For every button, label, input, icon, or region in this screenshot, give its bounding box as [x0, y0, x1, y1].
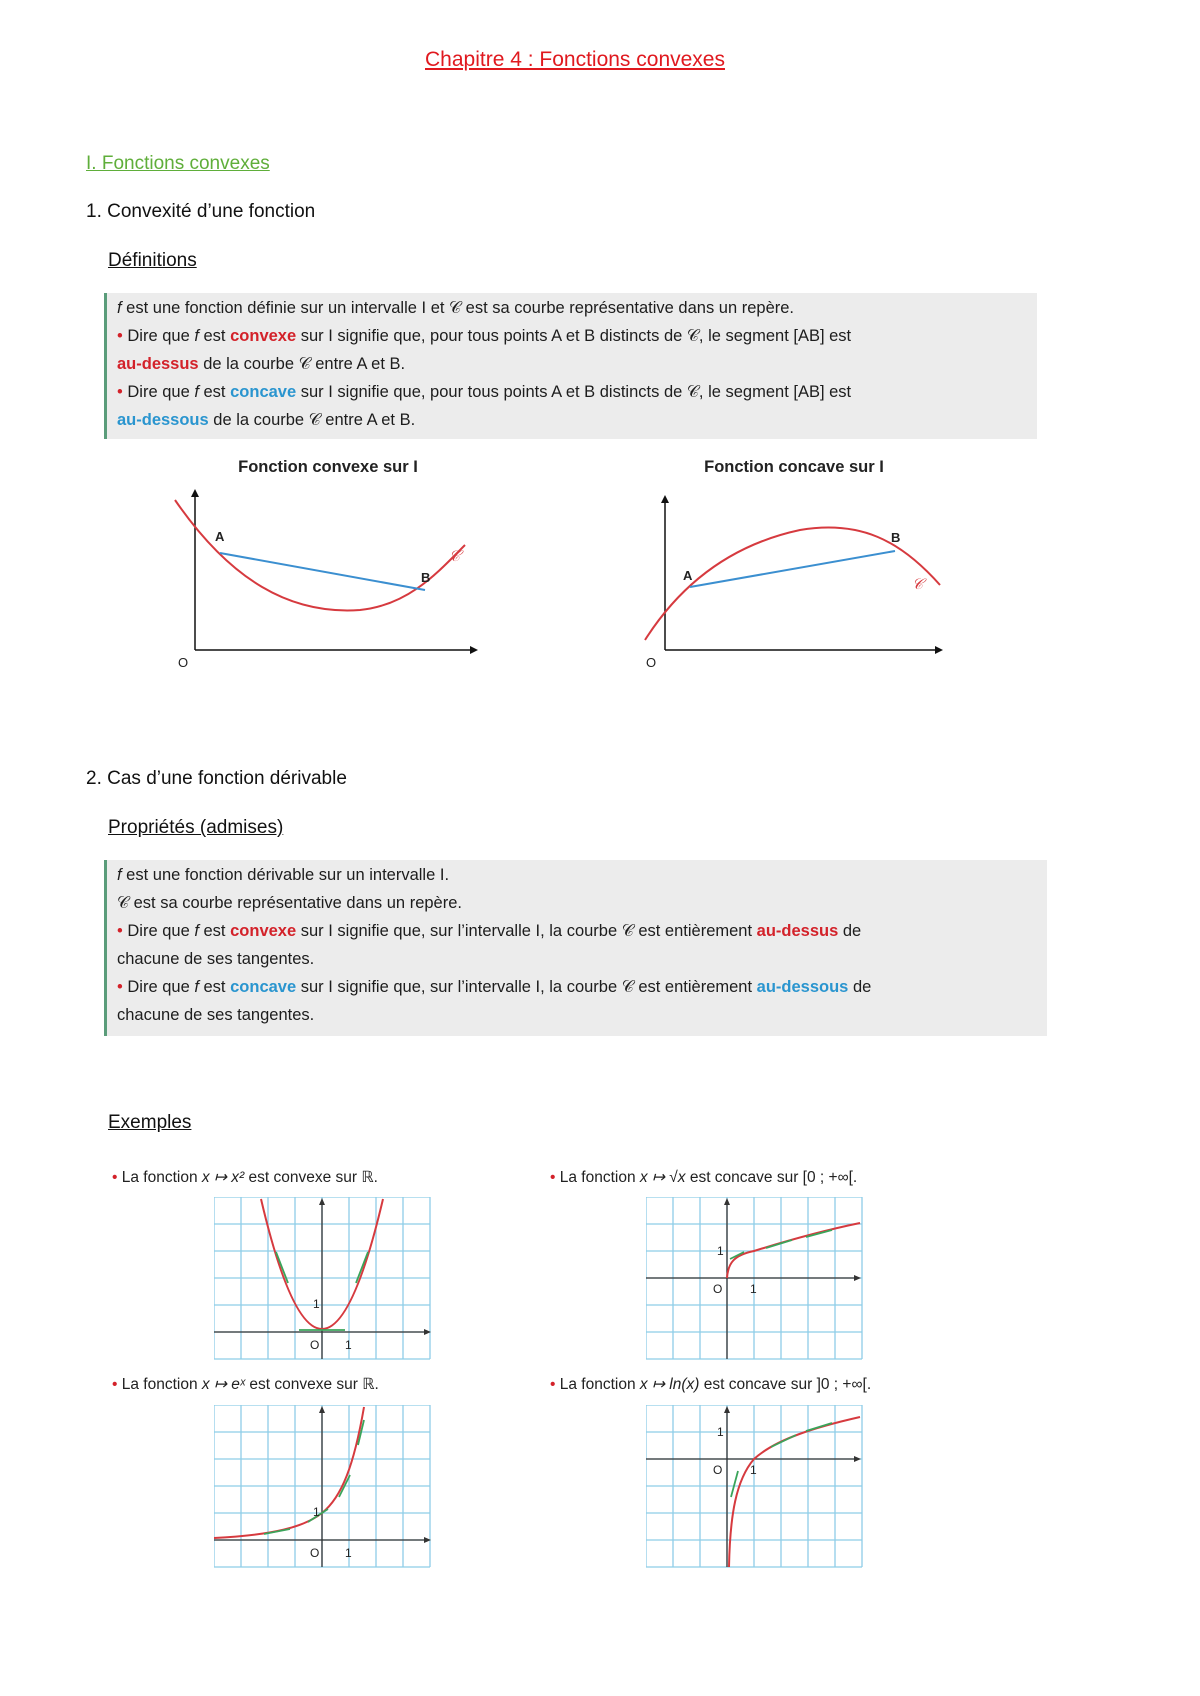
segment-ab [690, 551, 895, 587]
subsection-heading-1: 1. Convexité d’une fonction [86, 201, 316, 222]
prop-line-3: • Dire que f est convexe sur I signifie que, sur l’intervalle I, la courbe 𝒞 est entièrement au-dessus de [117, 922, 862, 940]
label-origin: O [713, 1463, 723, 1477]
label-curve: 𝒞 [912, 576, 923, 593]
example-4-label: • La fonction x ↦ ln(x) est concave sur ]0 ; +∞[. [550, 1376, 872, 1393]
label-one-y: 1 [717, 1244, 724, 1258]
y-axis-arrow [319, 1198, 325, 1205]
y-axis-arrow [724, 1198, 730, 1205]
segment-ab [220, 553, 425, 590]
proprietes-heading: Propriétés (admises) [108, 817, 284, 838]
label-b: B [891, 530, 901, 545]
def-line-1: f est une fonction définie sur un intervalle I et 𝒞 est sa courbe représentative dans un repère. [117, 299, 795, 317]
example-2-label: • La fonction x ↦ √x est concave sur [0 ; +∞[. [550, 1169, 858, 1186]
grid [646, 1405, 862, 1567]
label-one-x: 1 [750, 1463, 757, 1477]
label-origin: O [310, 1546, 320, 1560]
label-origin: O [713, 1282, 723, 1296]
label-origin: O [310, 1338, 320, 1352]
label-curve: 𝒞 [449, 548, 460, 565]
y-axis-arrow [319, 1406, 325, 1413]
label-a: A [683, 568, 693, 583]
label-one-y: 1 [313, 1505, 320, 1519]
section-heading-1: I. Fonctions convexes [86, 153, 270, 174]
figure-convexe-title: Fonction convexe sur I [238, 458, 418, 476]
def-line-3: au-dessus de la courbe 𝒞 entre A et B. [117, 355, 406, 373]
prop-line-4: chacune de ses tangentes. [117, 950, 315, 968]
definitions-heading: Définitions [108, 250, 197, 271]
subsection-heading-2: 2. Cas d’une fonction dérivable [86, 768, 347, 789]
label-one-y: 1 [717, 1425, 724, 1439]
prop-line-1: f est une fonction dérivable sur un intervalle I. [117, 866, 450, 884]
x-axis-arrow [935, 646, 943, 654]
page-title: Chapitre 4 : Fonctions convexes [425, 48, 725, 71]
curve-ln [729, 1417, 860, 1567]
graph-ln [646, 1405, 866, 1573]
properties-box [104, 860, 1047, 1036]
definitions-box [104, 293, 1037, 439]
figure-concave-title: Fonction concave sur I [704, 458, 884, 476]
label-one-y: 1 [313, 1297, 320, 1311]
x-axis-arrow [854, 1275, 861, 1281]
example-3-label: • La fonction x ↦ eˣ est convexe sur ℝ. [112, 1376, 379, 1393]
exemples-heading: Exemples [108, 1112, 192, 1133]
label-b: B [421, 570, 431, 585]
label-one-x: 1 [750, 1282, 757, 1296]
def-line-2: • Dire que f est convexe sur I signifie que, pour tous points A et B distincts de 𝒞, le segment [AB] est [117, 327, 852, 345]
graph-sqrt [646, 1197, 866, 1365]
convex-curve [175, 500, 465, 610]
label-one-x: 1 [345, 1338, 352, 1352]
x-axis-arrow [854, 1456, 861, 1462]
y-axis-arrow [191, 489, 199, 497]
curve-exp [214, 1407, 364, 1538]
prop-line-6: chacune de ses tangentes. [117, 1006, 315, 1024]
label-one-x: 1 [345, 1546, 352, 1560]
example-1-label: • La fonction x ↦ x² est convexe sur ℝ. [112, 1169, 378, 1186]
def-line-5: au-dessous de la courbe 𝒞 entre A et B. [117, 411, 416, 429]
label-a: A [215, 529, 225, 544]
y-axis-arrow [724, 1406, 730, 1413]
figure-convexe [170, 485, 480, 670]
y-axis-arrow [661, 495, 669, 503]
figure-concave [640, 485, 950, 670]
graph-exp [214, 1405, 434, 1573]
x-axis-arrow [470, 646, 478, 654]
graph-square [214, 1197, 434, 1365]
prop-line-5: • Dire que f est concave sur I signifie que, sur l’intervalle I, la courbe 𝒞 est entièrement au-dessous de [117, 978, 872, 996]
prop-line-2: 𝒞 est sa courbe représentative dans un repère. [117, 894, 462, 912]
label-origin: O [646, 655, 657, 670]
def-line-4: • Dire que f est concave sur I signifie que, pour tous points A et B distincts de 𝒞, le segment [AB] est [117, 383, 852, 401]
label-origin: O [178, 655, 189, 670]
